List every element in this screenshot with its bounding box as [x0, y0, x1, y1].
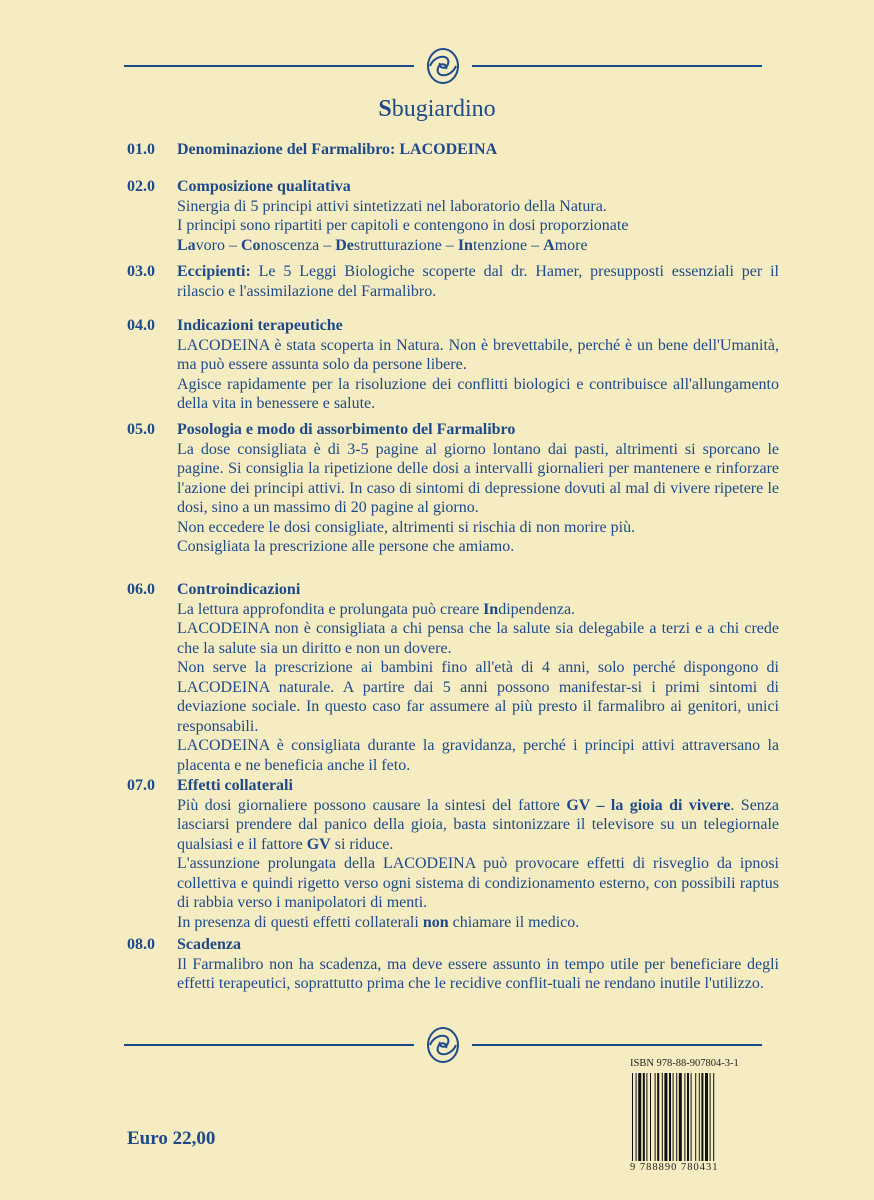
- section-text: LACODEINA è stata scoperta in Natura. Non è brevettabile, perché è un bene dell'Umanità, ma può essere assunta solo da persone libere.: [177, 336, 779, 373]
- top-ornament: [124, 46, 762, 86]
- section-heading: Posologia e modo di assorbimento del Farmalibro: [177, 421, 516, 438]
- barcode-icon: [630, 1073, 760, 1161]
- section-number: 04.0: [127, 317, 155, 334]
- isbn-text: ISBN 978-88-907804-3-1: [630, 1058, 739, 1069]
- section-text: I principi sono ripartiti per capitoli e contengono in dosi proporzionate: [177, 217, 629, 234]
- isbn-barcode: [630, 1058, 760, 1173]
- section-number: 01.0: [127, 141, 155, 158]
- ornament-rule: [472, 65, 762, 67]
- ornament-rule: [472, 1044, 762, 1046]
- price-label: Euro 22,00: [127, 1128, 216, 1149]
- section-text: La dose consigliata è di 3-5 pagine al giorno lontano dai pasti, altrimenti si sporcano le pagine. Si consiglia la ripetizione delle dosi a intervalli giornalieri per mantenere e rinforzare l'azione dei principi attivi. In caso di sintomi di depressione dovuti al mal di vivere ripetere le dosi, sino a un massimo di 20 pagine al giorno.: [177, 440, 779, 516]
- section-number: 08.0: [127, 936, 155, 953]
- ornament-icon: [421, 1025, 465, 1065]
- section-text: Agisce rapidamente per la risoluzione dei conflitti biologici e contribuisce all'allungamento della vita in benessere e salute.: [177, 375, 779, 412]
- principles-line: Lavoro – Conoscenza – Destrutturazione – Intenzione – Amore: [177, 236, 588, 254]
- section-01: [127, 140, 779, 160]
- section-heading: Controindicazioni: [177, 581, 301, 598]
- section-number: 03.0: [127, 263, 155, 280]
- section-text: Non eccedere le dosi consigliate, altrimenti si rischia di non morire più.: [177, 518, 636, 536]
- section-text: LACODEINA è consigliata durante la gravidanza, perché i principi attivi attraversano la placenta e ne beneficia anche il feto.: [177, 737, 779, 774]
- section-08: [127, 935, 779, 994]
- section-text: L'assunzione prolungata della LACODEINA può provocare effetti di risveglio da ipnosi collettiva e quindi rigetto verso ogni sistema di condizionamento esterno, con possibili raptus di rabbia verso i manipolatori di menti.: [177, 855, 779, 911]
- section-text: Consigliata la prescrizione alle persone che amiamo.: [177, 538, 515, 555]
- ornament-rule: [124, 65, 414, 67]
- section-text: La lettura approfondita e prolungata può creare Indipendenza.: [177, 600, 576, 618]
- section-02: [127, 177, 779, 255]
- section-05: [127, 420, 779, 557]
- section-heading: Effetti collaterali: [177, 777, 293, 794]
- ornament-rule: [124, 1044, 414, 1046]
- section-text: Sinergia di 5 principi attivi sintetizzati nel laboratorio della Natura.: [177, 197, 607, 215]
- section-text: In presenza di questi effetti collaterali non chiamare il medico.: [177, 913, 580, 931]
- section-text: Eccipienti: Le 5 Leggi Biologiche scoperte dal dr. Hamer, presupposti essenziali per il rilascio e l'assimilazione del Farmalibro.: [177, 263, 779, 300]
- section-number: 06.0: [127, 581, 155, 598]
- section-number: 02.0: [127, 178, 155, 195]
- section-04: [127, 316, 779, 414]
- section-heading: Scadenza: [177, 936, 241, 953]
- section-number: 07.0: [127, 777, 155, 794]
- section-heading: Composizione qualitativa: [177, 178, 351, 195]
- barcode-digits: 9 788890 780431: [630, 1162, 719, 1173]
- section-06: [127, 580, 779, 775]
- section-text: Il Farmalibro non ha scadenza, ma deve essere assunto in tempo utile per beneficiare degli effetti terapeutici, soprattutto prima che le recidive conflit-tuali ne rendano inutile l'utilizzo.: [177, 955, 779, 992]
- section-text: Non serve la prescrizione ai bambini fino all'età di 4 anni, solo perché dispongono di LACODEINA naturale. A partire dai 5 anni possono manifestar-si i primi sintomi di deviazione sociale. In questo caso far assumere al più presto il farmalibro ai genitori, unici responsabili.: [177, 659, 779, 735]
- section-text: LACODEINA non è consigliata a chi pensa che la salute sia delegabile a terzi e a chi crede che la salute sia un diritto e non un dovere.: [177, 620, 779, 657]
- ornament-icon: [421, 46, 465, 86]
- section-heading: Denominazione del Farmalibro: LACODEINA: [177, 141, 498, 158]
- section-number: 05.0: [127, 421, 155, 438]
- section-07: [127, 776, 779, 932]
- section-heading: Indicazioni terapeutiche: [177, 317, 343, 334]
- section-text: Più dosi giornaliere possono causare la sintesi del fattore GV – la gioia di vivere. Senza lasciarsi prendere dal panico della gioia, basta sintonizzare il televisore su un telegiornale qualsiasi e il fattore GV si riduce.: [177, 796, 779, 853]
- page-title: Sbugiardino: [378, 96, 496, 122]
- section-03: [127, 262, 779, 301]
